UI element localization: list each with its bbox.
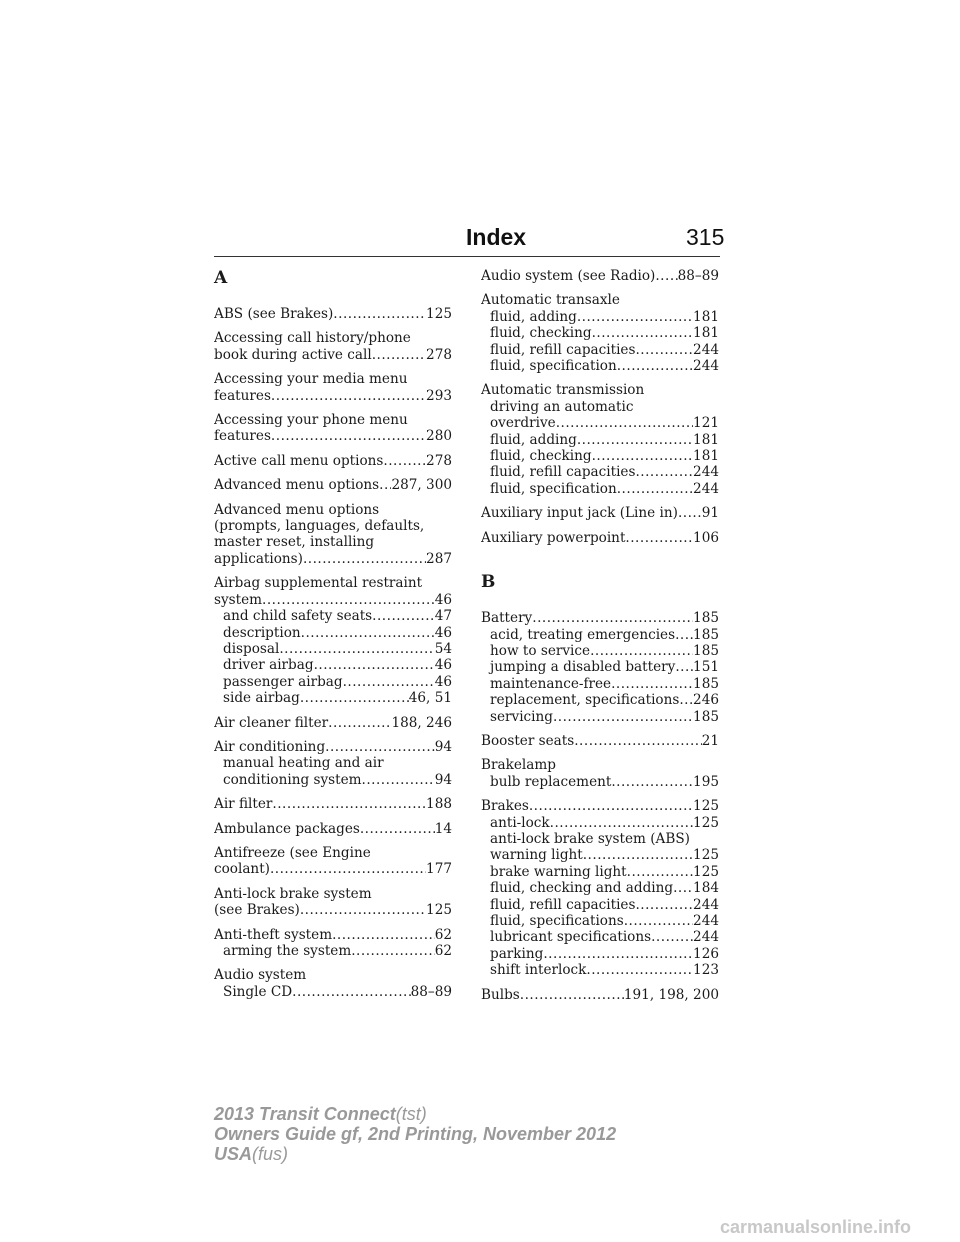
entry-text: bulb replacement: [490, 773, 612, 790]
dot-leader: [655, 268, 677, 284]
dot-leader: [556, 415, 693, 431]
index-subentry-line: [214, 608, 452, 624]
index-subentry-line: [481, 864, 719, 880]
entry-text: system: [214, 591, 263, 608]
entry-page-ref: 125: [693, 863, 719, 880]
index-entry-line: [481, 292, 719, 308]
dot-leader: [301, 625, 435, 641]
entry-list-a: [214, 306, 452, 1000]
index-subentry-line: [481, 962, 719, 978]
entry-page-ref: 46: [434, 591, 452, 608]
index-entry: [481, 987, 719, 1003]
index-entry-line: [214, 886, 452, 902]
entry-text: Air conditioning: [214, 738, 326, 755]
index-entry-line: [214, 796, 452, 812]
entry-text: Automatic transaxle: [481, 292, 620, 309]
entry-text: Auxiliary powerpoint: [481, 529, 626, 546]
index-entry-line: [214, 575, 452, 591]
index-subentry-line: [481, 815, 719, 831]
entry-page-ref: 125: [693, 847, 719, 864]
dot-leader: [617, 358, 693, 374]
index-subentry-line: [481, 342, 719, 358]
index-subentry-line: [214, 641, 452, 657]
index-entry-line: [214, 534, 452, 550]
entry-text: brake warning light: [490, 863, 627, 880]
index-entry-line: [214, 371, 452, 387]
index-entry-line: [481, 987, 719, 1003]
index-entry: [214, 412, 452, 445]
index-entry-line: [214, 592, 452, 608]
entry-text: conditioning system: [223, 771, 362, 788]
entry-page-ref: 287: [426, 550, 452, 567]
index-entry-line: [214, 861, 452, 877]
index-entry: [214, 967, 452, 1000]
entry-page-ref: 181: [693, 431, 719, 448]
entry-page-ref: 293: [426, 387, 452, 404]
watermark: carmanualsonline.info: [720, 1217, 912, 1237]
dot-leader: [300, 690, 409, 706]
entry-page-ref: 244: [693, 913, 719, 929]
index-entry: [214, 821, 452, 837]
dot-leader: [635, 464, 693, 480]
index-entry-line: [481, 530, 719, 546]
index-subentry-line: [481, 709, 719, 725]
index-entry-line: [214, 388, 452, 404]
index-entry-line: [214, 518, 452, 534]
index-entry-line: [481, 798, 719, 814]
footer-model-code: (tst): [395, 1104, 427, 1124]
entry-text: how to service: [490, 642, 591, 659]
dot-leader: [624, 913, 693, 929]
index-subentry-line: [214, 674, 452, 690]
entry-page-ref: 151: [693, 659, 719, 676]
dot-leader: [583, 847, 693, 863]
entry-text: features: [214, 387, 271, 404]
index-subentry-line: [214, 943, 452, 959]
index-entry-line: [214, 502, 452, 518]
dot-leader: [553, 709, 693, 725]
dot-leader: [532, 610, 693, 626]
dot-leader: [543, 946, 693, 962]
section-letter-b: B: [481, 572, 496, 593]
dot-leader: [372, 347, 426, 363]
entry-page-ref: 88–89: [410, 983, 452, 1000]
index-entry-line: [214, 902, 452, 918]
index-subentry-line: [214, 755, 452, 771]
index-entry: [481, 733, 719, 749]
entry-text: Advanced menu options: [214, 477, 380, 494]
header-rule: [214, 256, 720, 257]
index-entry: [214, 715, 452, 731]
index-entry-line: [214, 551, 452, 567]
document-footer: [214, 1104, 616, 1164]
entry-page-ref: 177: [426, 861, 452, 878]
entry-text: Anti-lock brake system: [214, 885, 372, 902]
dot-leader: [343, 674, 435, 690]
entry-text: lubricant specifications: [490, 929, 652, 946]
dot-leader: [332, 927, 435, 943]
entry-page-ref: 125: [693, 814, 719, 831]
entry-page-ref: 94: [434, 738, 452, 755]
dot-leader: [592, 325, 693, 341]
entry-text: Automatic transmission: [481, 382, 645, 399]
dot-leader: [271, 428, 426, 444]
dot-leader: [314, 657, 435, 673]
entry-page-ref: 121: [693, 415, 719, 432]
index-subentry-line: [481, 415, 719, 431]
footer-printing: Owners Guide gf, 2nd Printing, November 2012: [214, 1124, 617, 1144]
entry-text: Anti-theft system: [214, 926, 333, 943]
entry-text: description: [223, 624, 301, 641]
index-entry-line: [214, 412, 452, 428]
dot-leader: [673, 880, 693, 896]
index-subentry-line: [481, 774, 719, 790]
dot-leader: [362, 772, 435, 788]
index-subentry-line: [481, 627, 719, 643]
index-subentry-line: [214, 984, 452, 1000]
entry-page-ref: 46, 51: [408, 690, 452, 707]
entry-list-b: [481, 610, 719, 1003]
entry-text: fluid, refill capacities: [490, 464, 636, 481]
index-entry: [481, 530, 719, 546]
entry-text: Accessing your media menu: [214, 371, 408, 388]
dot-leader: [675, 627, 693, 643]
dot-leader: [550, 815, 693, 831]
entry-text: warning light: [490, 847, 583, 864]
entry-text: Airbag supplemental restraint: [214, 575, 423, 592]
index-entry-line: [214, 330, 452, 346]
index-subentry-line: [481, 847, 719, 863]
index-entry-line: [214, 428, 452, 444]
index-subentry-line: [481, 676, 719, 692]
index-entry: [481, 268, 719, 284]
dot-leader: [611, 676, 693, 692]
entry-text: disposal: [223, 640, 280, 657]
index-entry: [481, 292, 719, 374]
entry-page-ref: 62: [434, 943, 452, 959]
dot-leader: [574, 733, 701, 749]
dot-leader: [279, 641, 434, 657]
entry-text: Air filter: [214, 796, 273, 813]
dot-leader: [627, 864, 693, 880]
entry-text: acid, treating emergencies: [490, 626, 676, 643]
entry-page-ref: 181: [693, 325, 719, 342]
index-column-left: [214, 268, 452, 1008]
entry-page-ref: 280: [426, 428, 452, 445]
entry-text: coolant): [214, 861, 270, 878]
index-entry-line: [214, 739, 452, 755]
index-subentry-line: [481, 913, 719, 929]
index-entry: [214, 453, 452, 469]
entry-text: and child safety seats: [223, 608, 373, 625]
entry-text: parking: [490, 945, 544, 962]
entry-page-ref: 91: [701, 505, 719, 522]
index-entry: [214, 477, 452, 493]
index-entry: [481, 505, 719, 521]
index-entry: [214, 886, 452, 919]
index-entry-line: [481, 610, 719, 626]
entry-page-ref: 106: [693, 529, 719, 546]
entry-page-ref: 244: [693, 358, 719, 375]
entry-page-ref: 185: [693, 626, 719, 643]
dot-leader: [383, 453, 426, 469]
dot-leader: [271, 388, 426, 404]
index-subentry-line: [481, 325, 719, 341]
entry-text: applications): [214, 550, 303, 567]
dot-leader: [635, 342, 693, 358]
dot-leader: [592, 448, 693, 464]
entry-text: ABS (see Brakes): [214, 306, 334, 322]
footer-market-code: (fus): [252, 1144, 289, 1164]
entry-text: (see Brakes): [214, 902, 300, 919]
index-subentry-line: [481, 897, 719, 913]
index-entry: [214, 927, 452, 960]
dot-leader: [272, 796, 426, 812]
entry-text: manual heating and air: [223, 755, 384, 772]
page-number: 315: [686, 224, 725, 250]
dot-leader: [577, 432, 693, 448]
entry-page-ref: 46: [434, 624, 452, 641]
index-subentry-line: [481, 309, 719, 325]
entry-page-ref: 94: [434, 771, 452, 788]
dot-leader: [325, 739, 435, 755]
entry-page-ref: 54: [434, 640, 452, 657]
entry-text: arming the system: [223, 943, 352, 959]
entry-page-ref: 195: [693, 773, 719, 790]
entry-page-ref: 125: [426, 306, 452, 322]
footer-market: USA: [214, 1144, 253, 1164]
entry-text: fluid, specification: [490, 480, 617, 497]
index-entry-line: [481, 268, 719, 284]
entry-page-ref: 244: [693, 929, 719, 946]
entry-text: fluid, checking: [490, 448, 592, 465]
entry-text: passenger airbag: [223, 673, 343, 690]
entry-page-ref: 244: [693, 341, 719, 358]
index-entry-line: [214, 306, 452, 322]
dot-leader: [611, 774, 693, 790]
dot-leader: [529, 798, 693, 814]
index-entry-line: [481, 505, 719, 521]
entry-list-a-continued: [481, 268, 719, 546]
entry-page-ref: 88–89: [677, 268, 719, 284]
dot-leader: [577, 309, 693, 325]
dot-leader: [300, 902, 426, 918]
entry-text: Bulbs: [481, 986, 520, 1003]
entry-text: driver airbag: [223, 657, 314, 674]
dot-leader: [262, 592, 435, 608]
index-entry-line: [481, 382, 719, 398]
dot-leader: [678, 505, 702, 521]
entry-text: Accessing call history/phone: [214, 330, 411, 347]
entry-page-ref: 188: [426, 796, 452, 813]
index-subentry-line: [481, 929, 719, 945]
entry-text: fluid, checking: [490, 325, 592, 342]
entry-text: Brakelamp: [481, 757, 556, 774]
dot-leader: [635, 897, 693, 913]
entry-page-ref: 62: [434, 926, 452, 943]
entry-page-ref: 21: [701, 732, 719, 749]
entry-page-ref: 46: [434, 657, 452, 674]
index-entry-line: [214, 477, 452, 493]
index-entry: [481, 798, 719, 978]
index-entry: [214, 575, 452, 706]
index-subentry-line: [214, 657, 452, 673]
index-entry-line: [214, 821, 452, 837]
entry-page-ref: 191, 198, 200: [623, 986, 719, 1003]
entry-page-ref: 278: [426, 452, 452, 469]
entry-text: fluid, specification: [490, 358, 617, 375]
dot-leader: [675, 659, 693, 675]
index-subentry-line: [481, 659, 719, 675]
index-entry: [214, 306, 452, 322]
entry-text: book during active call: [214, 346, 372, 363]
dot-leader: [303, 551, 426, 567]
index-entry: [481, 382, 719, 497]
dot-leader: [617, 481, 693, 497]
entry-page-ref: 185: [693, 610, 719, 627]
index-entry: [214, 371, 452, 404]
entry-page-ref: 244: [693, 480, 719, 497]
dot-leader: [292, 984, 410, 1000]
index-subentry-line: [481, 643, 719, 659]
dot-leader: [625, 530, 693, 546]
index-entry: [214, 845, 452, 878]
entry-text: Brakes: [481, 798, 529, 815]
index-entry-line: [214, 927, 452, 943]
entry-page-ref: 14: [434, 820, 452, 837]
entry-text: Ambulance packages: [214, 820, 360, 837]
index-entry-line: [214, 453, 452, 469]
entry-page-ref: 278: [426, 346, 452, 363]
entry-text: servicing: [490, 708, 553, 725]
entry-text: replacement, specifications: [490, 692, 680, 709]
entry-page-ref: 125: [426, 902, 452, 919]
entry-text: maintenance-free: [490, 675, 612, 692]
entry-text: (prompts, languages, defaults,: [214, 518, 425, 535]
entry-text: Audio system (see Radio): [481, 268, 656, 284]
entry-text: driving an automatic: [490, 398, 634, 415]
entry-page-ref: 244: [693, 464, 719, 481]
entry-page-ref: 123: [693, 962, 719, 979]
entry-page-ref: 46: [434, 673, 452, 690]
entry-text: Advanced menu options: [214, 501, 380, 518]
entry-page-ref: 184: [693, 880, 719, 897]
entry-text: shift interlock: [490, 962, 587, 979]
footer-model: 2013 Transit Connect: [214, 1104, 396, 1124]
dot-leader: [651, 929, 693, 945]
dot-leader: [328, 715, 391, 731]
entry-page-ref: 126: [693, 945, 719, 962]
entry-text: fluid, specifications: [490, 913, 624, 929]
entry-text: anti-lock: [490, 814, 550, 831]
entry-text: Accessing your phone menu: [214, 412, 408, 429]
index-entry: [481, 610, 719, 725]
dot-leader: [379, 477, 391, 493]
entry-text: Active call menu options: [214, 452, 384, 469]
entry-page-ref: 125: [693, 798, 719, 815]
entry-page-ref: 181: [693, 448, 719, 465]
index-subentry-line: [481, 448, 719, 464]
page-title: Index: [466, 224, 527, 250]
dot-leader: [679, 692, 693, 708]
entry-page-ref: 181: [693, 308, 719, 325]
entry-text: Audio system: [214, 967, 307, 984]
index-entry: [214, 796, 452, 812]
entry-text: Battery: [481, 610, 533, 627]
dot-leader: [351, 943, 434, 959]
entry-page-ref: 287, 300: [391, 477, 452, 494]
entry-text: side airbag: [223, 690, 300, 707]
entry-text: fluid, adding: [490, 308, 577, 325]
entry-page-ref: 47: [434, 608, 452, 625]
entry-text: jumping a disabled battery: [490, 659, 676, 676]
dot-leader: [270, 861, 426, 877]
entry-page-ref: 188, 246: [391, 714, 452, 731]
entry-page-ref: 185: [693, 642, 719, 659]
index-subentry-line: [214, 690, 452, 706]
entry-text: fluid, refill capacities: [490, 341, 636, 358]
entry-page-ref: 185: [693, 708, 719, 725]
index-subentry-line: [481, 692, 719, 708]
entry-text: Single CD: [223, 983, 293, 1000]
index-entry: [481, 757, 719, 790]
dot-leader: [372, 608, 435, 624]
entry-text: Booster seats: [481, 732, 575, 749]
dot-leader: [590, 643, 693, 659]
entry-text: fluid, adding: [490, 431, 577, 448]
dot-leader: [360, 821, 435, 837]
entry-text: anti-lock brake system (ABS): [490, 830, 690, 847]
entry-text: overdrive: [490, 415, 556, 432]
dot-leader: [586, 962, 693, 978]
index-entry: [214, 739, 452, 788]
index-entry-line: [481, 757, 719, 773]
index-subentry-line: [481, 946, 719, 962]
entry-page-ref: 246: [693, 692, 719, 709]
index-entry-line: [214, 715, 452, 731]
entry-text: Auxiliary input jack (Line in): [481, 505, 678, 522]
dot-leader: [333, 306, 426, 322]
index-entry: [214, 330, 452, 363]
entry-page-ref: 244: [693, 896, 719, 913]
index-subentry-line: [481, 464, 719, 480]
index-subentry-line: [481, 399, 719, 415]
section-letter-a: A: [214, 268, 228, 288]
index-subentry-line: [481, 831, 719, 847]
index-subentry-line: [214, 772, 452, 788]
index-entry-line: [214, 967, 452, 983]
index-entry-line: [214, 347, 452, 363]
entry-text: Antifreeze (see Engine: [214, 844, 371, 861]
entry-text: master reset, installing: [214, 534, 375, 551]
index-subentry-line: [481, 358, 719, 374]
index-column-right: [481, 268, 719, 1011]
index-subentry-line: [481, 432, 719, 448]
dot-leader: [520, 987, 624, 1003]
index-entry: [214, 502, 452, 568]
entry-text: Air cleaner filter: [214, 714, 329, 731]
entry-page-ref: 185: [693, 675, 719, 692]
index-subentry-line: [214, 625, 452, 641]
index-subentry-line: [481, 481, 719, 497]
index-entry-line: [214, 845, 452, 861]
index-subentry-line: [481, 880, 719, 896]
index-entry-line: [481, 733, 719, 749]
entry-text: fluid, checking and adding: [490, 880, 674, 897]
entry-text: fluid, refill capacities: [490, 896, 636, 913]
entry-text: features: [214, 428, 271, 445]
